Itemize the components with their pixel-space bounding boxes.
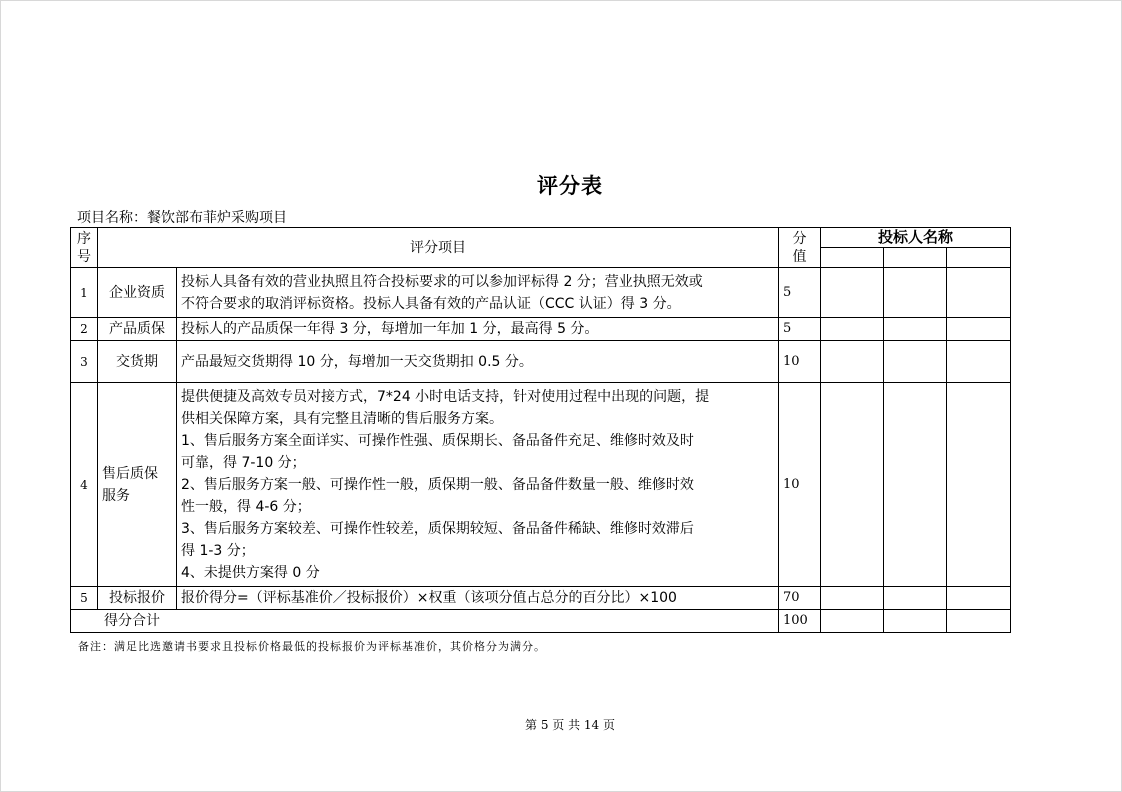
- row-category: 投标报价: [98, 587, 177, 610]
- description-line: 3、售后服务方案较差、可操作性较差，质保期较短、备品备件稀缺、维修时效滞后: [181, 520, 694, 537]
- table-row: [71, 318, 1011, 341]
- row-description: [177, 383, 779, 587]
- bidder-cell: [947, 383, 1011, 587]
- bidder-cell: [884, 248, 947, 268]
- description-line: 4、未提供方案得 0 分: [181, 564, 320, 581]
- project-name: 项目名称：餐饮部布菲炉采购项目: [77, 210, 287, 226]
- description-line: 供相关保障方案，具有完整且清晰的售后服务方案。: [181, 410, 503, 427]
- row-number: 3: [71, 341, 98, 383]
- bidder-cell: [947, 341, 1011, 383]
- bidder-cell: [884, 268, 947, 318]
- total-score: 100: [779, 610, 821, 633]
- total-label: 得分合计: [71, 610, 779, 633]
- bidder-cell: [821, 587, 884, 610]
- page-footer: 第 5 页 共 14 页: [525, 718, 615, 732]
- bidder-cell: [884, 587, 947, 610]
- description-line: 可靠，得 7-10 分；: [181, 454, 306, 471]
- bidder-cell: [947, 610, 1011, 633]
- table-row: [71, 341, 1011, 383]
- row-description: [177, 268, 779, 318]
- description-line: 产品最短交货期得 10 分，每增加一天交货期扣 0.5 分。: [181, 353, 533, 370]
- description-line: 性一般，得 4-6 分；: [181, 498, 311, 515]
- bidder-cell: [947, 587, 1011, 610]
- bidder-cell: [947, 268, 1011, 318]
- description-line: 不符合要求的取消评标资格。投标人具备有效的产品认证（CCC 认证）得 3 分。: [181, 295, 681, 312]
- description-line: 提供便捷及高效专员对接方式，7*24 小时电话支持，针对使用过程中出现的问题，提: [181, 388, 710, 405]
- document-title: 评分表: [537, 173, 603, 198]
- category-line: 服务: [102, 487, 130, 504]
- table-row: [71, 268, 1011, 318]
- total-row: [71, 610, 1011, 633]
- row-score: 5: [779, 268, 821, 318]
- bidder-cell: [821, 268, 884, 318]
- header-item: 评分项目: [98, 228, 779, 268]
- row-description: [177, 318, 779, 341]
- header-score: 分值: [779, 228, 821, 268]
- description-line: 报价得分=（评标基准价／投标报价）×权重（该项分值占总分的百分比）×100: [181, 590, 677, 606]
- bidder-cell: [947, 248, 1011, 268]
- row-category: 交货期: [98, 341, 177, 383]
- bidder-cell: [884, 610, 947, 633]
- row-score: 5: [779, 318, 821, 341]
- row-number: 2: [71, 318, 98, 341]
- row-score: 10: [779, 341, 821, 383]
- row-category: 企业资质: [98, 268, 177, 318]
- row-score: 70: [779, 587, 821, 610]
- row-number: 5: [71, 587, 98, 610]
- row-description: [177, 587, 779, 610]
- bidder-cell: [821, 318, 884, 341]
- category-line: 售后质保: [102, 465, 158, 482]
- table-note: 备注：满足比选邀请书要求且投标价格最低的投标报价为评标基准价，其价格分为满分。: [78, 640, 546, 653]
- header-row: [71, 228, 1011, 248]
- description-line: 1、售后服务方案全面详实、可操作性强、质保期长、备品备件充足、维修时效及时: [181, 432, 694, 449]
- bidder-cell: [884, 318, 947, 341]
- bidder-cell: [947, 318, 1011, 341]
- bidder-cell: [884, 341, 947, 383]
- bidder-cell: [884, 383, 947, 587]
- table-row: [71, 587, 1011, 610]
- description-line: 投标人的产品质保一年得 3 分，每增加一年加 1 分，最高得 5 分。: [181, 321, 599, 337]
- row-category: [98, 383, 177, 587]
- row-number: 4: [71, 383, 98, 587]
- bidder-cell: [821, 383, 884, 587]
- description-line: 2、售后服务方案一般、可操作性一般，质保期一般、备品备件数量一般、维修时效: [181, 476, 694, 493]
- table-row: [71, 383, 1011, 587]
- row-category: 产品质保: [98, 318, 177, 341]
- header-bidders: 投标人名称: [821, 228, 1011, 248]
- description-line: 得 1-3 分；: [181, 542, 255, 559]
- bidder-cell: [821, 341, 884, 383]
- description-line: 投标人具备有效的营业执照且符合投标要求的可以参加评标得 2 分；营业执照无效或: [181, 273, 703, 290]
- header-seq: 序号: [71, 228, 98, 268]
- row-number: 1: [71, 268, 98, 318]
- scoring-table: [70, 227, 1011, 633]
- row-description: [177, 341, 779, 383]
- bidder-cell: [821, 248, 884, 268]
- row-score: 10: [779, 383, 821, 587]
- bidder-cell: [821, 610, 884, 633]
